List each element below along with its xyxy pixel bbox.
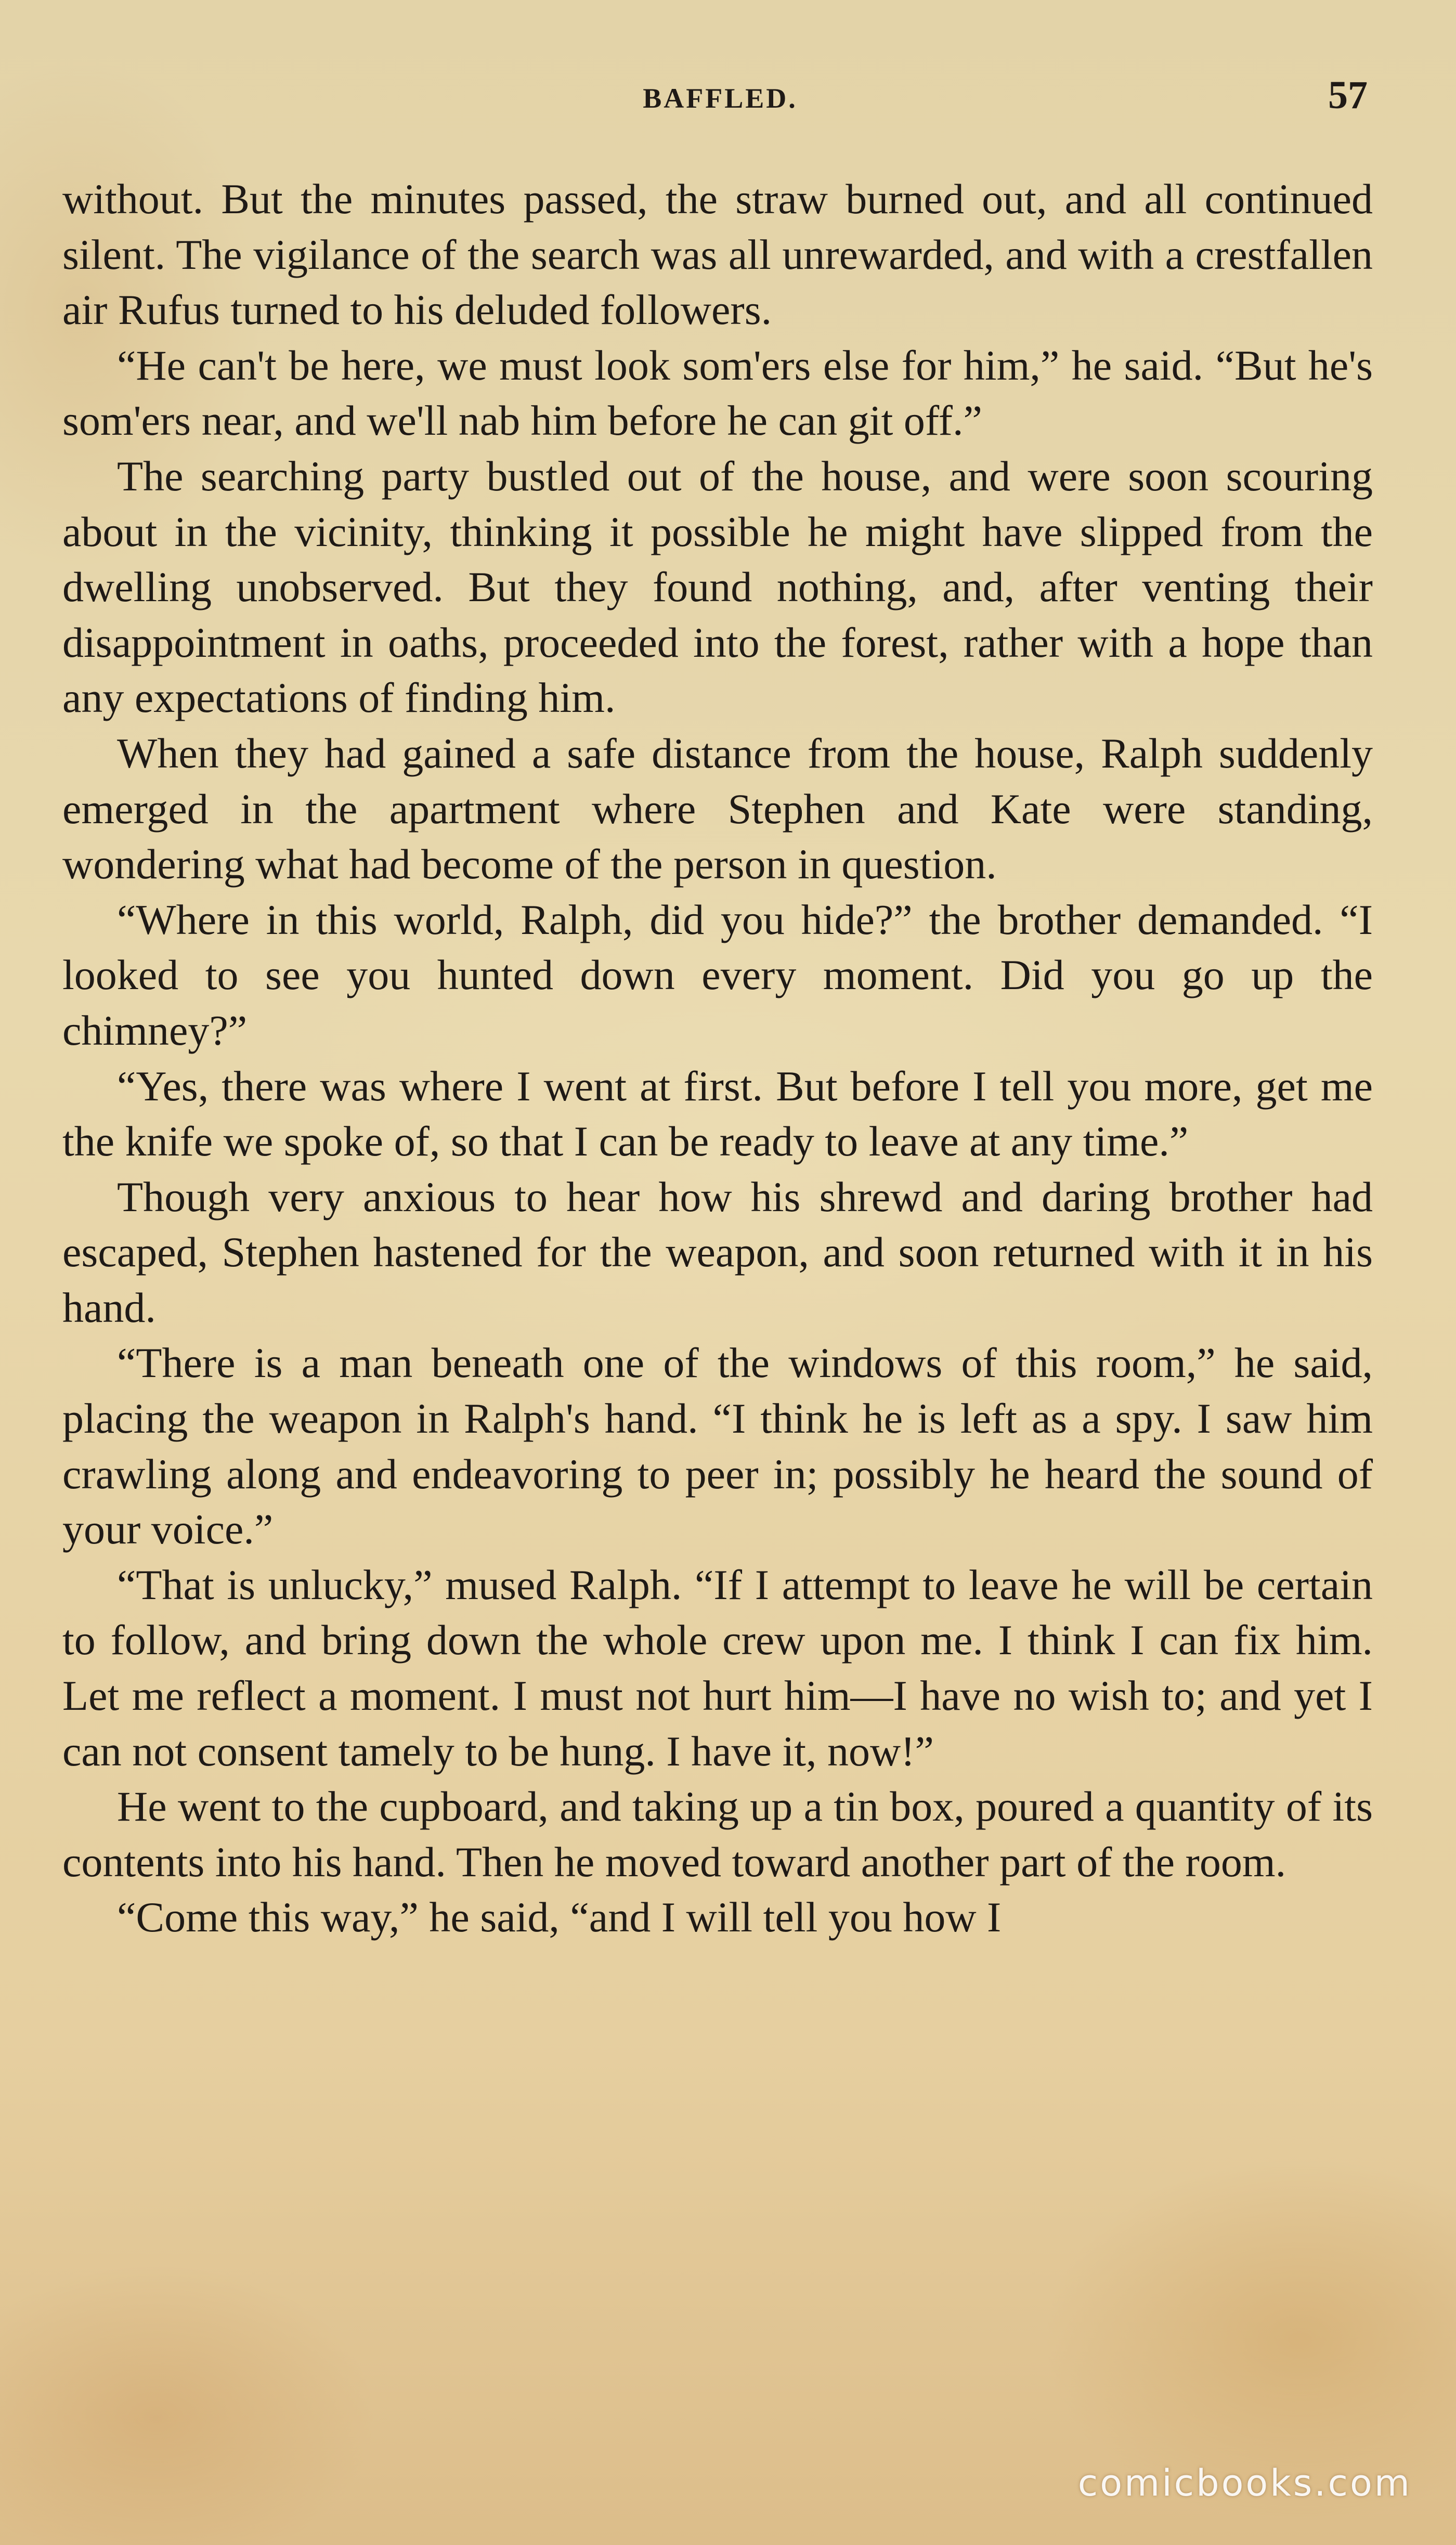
paragraph: Though very anxious to hear how his shrewd and daring brother had escaped, Stephen hastened for the weapon, and soon returned with it in his hand.: [62, 1173, 1373, 1331]
paragraph: The searching party bustled out of the house, and were soon scouring about in the vicinity, thinking it possible he might have slipped from the dwelling unobserved. But they found nothing, and, after venting their disappointment in oaths, proceeded into the forest, rather with a hope than any expectations of finding him.: [62, 452, 1373, 722]
paragraph: “Come this way,” he said, “and I will tell you how I: [117, 1893, 1002, 1941]
page-number: 57: [1328, 73, 1368, 117]
paragraph: without. But the minutes passed, the straw burned out, and all continued silent. The vigilance of the search was all unrewarded, and with a crestfallen air Rufus turned to his deluded followers.: [62, 175, 1373, 334]
body-text: [62, 172, 1373, 1945]
paragraph: “That is unlucky,” mused Ralph. “If I attempt to leave he will be certain to follow, and bring down the whole crew upon me. I think I can fix him. Let me reflect a moment. I must not hurt him—I have no wish to; and yet I can not consent tamely to be hung. I have it, now!”: [62, 1561, 1373, 1775]
page-header: [62, 73, 1378, 125]
paragraph: “Yes, there was where I went at first. But before I tell you more, get me the knife we spoke of, so that I can be ready to leave at any time.”: [62, 1062, 1373, 1165]
paragraph: “Where in this world, Ralph, did you hide?” the brother demanded. “I looked to see you hunted down every moment. Did you go up the chimney?”: [62, 895, 1373, 1054]
paragraph: “He can't be here, we must look som'ers else for him,” he said. “But he's som'ers near, and we'll nab him before he can git off.”: [62, 341, 1373, 445]
watermark: comicbooks.com: [1077, 2462, 1412, 2504]
paragraph: When they had gained a safe distance from the house, Ralph suddenly emerged in the apartment where Stephen and Kate were standing, wondering what had become of the person in question.: [62, 729, 1373, 888]
running-head: BAFFLED.: [643, 83, 798, 114]
paragraph: He went to the cupboard, and taking up a tin box, poured a quantity of its contents into his hand. Then he moved toward another part of the room.: [62, 1783, 1373, 1886]
paragraph: “There is a man beneath one of the windows of this room,” he said, placing the weapon in Ralph's hand. “I think he is left as a spy. I saw him crawling along and endeavoring to peer in; possibly he heard the sound of your voice.”: [62, 1339, 1373, 1553]
